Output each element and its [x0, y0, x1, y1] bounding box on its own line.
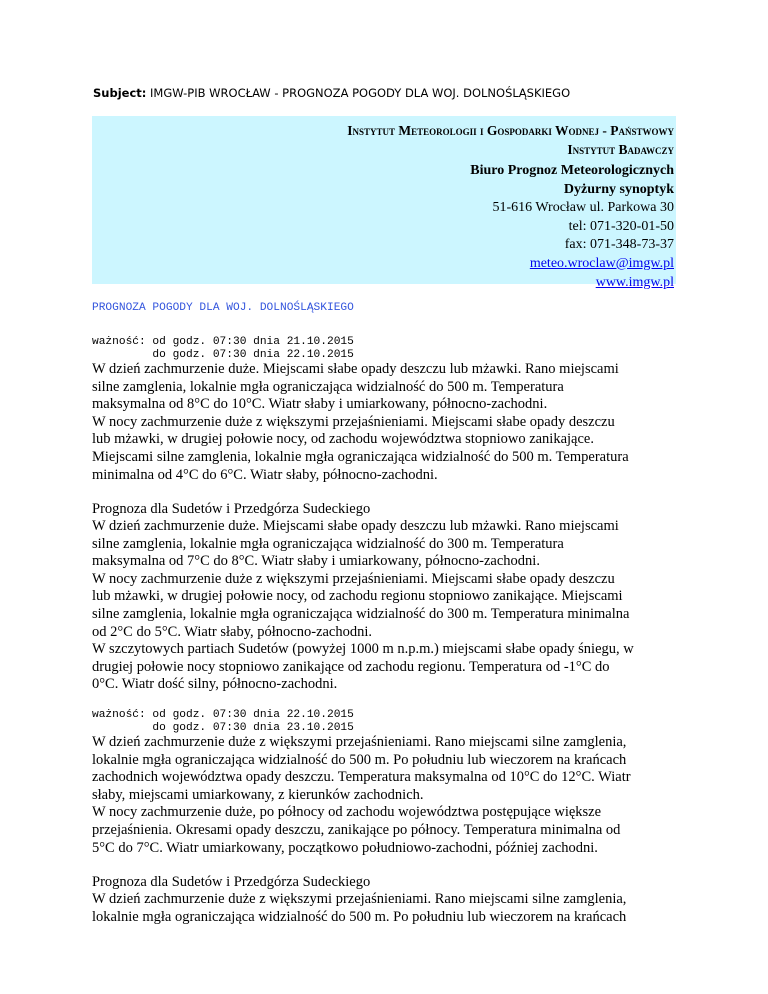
- validity-period-2-from: ważność: od godz. 07:30 dnia 22.10.2015: [92, 709, 354, 721]
- email-subject: [93, 86, 570, 100]
- validity-period-1-to: do godz. 07:30 dnia 22.10.2015: [92, 349, 354, 361]
- forecast-sudety-period-2: W dzień zachmurzenie duże z większymi przejaśnieniami. Rano miejscami silne zamglenia, lokalnie mgła ograniczająca widzialność do 500 m. Po południu lub wieczorem na krańcach: [92, 891, 627, 925]
- institute-name-line2: Instytut Badawczy: [567, 142, 674, 157]
- sudety-heading-period-1: Prognoza dla Sudetów i Przedgórza Sudeckiego: [92, 501, 371, 517]
- duty-forecaster: Dyżurny synoptyk: [563, 181, 674, 197]
- institute-name-line1: Instytut Meteorologii i Gospodarki Wodnej - Państwowy: [347, 123, 674, 138]
- phone-number: tel: 071-320-01-50: [568, 218, 674, 234]
- validity-period-2-to: do godz. 07:30 dnia 23.10.2015: [92, 722, 354, 734]
- institute-header: [92, 116, 676, 290]
- subject-text: IMGW-PIB WROCŁAW - PROGNOZA POGODY DLA WOJ. DOLNOŚLĄSKIEGO: [150, 86, 571, 100]
- validity-period-1-from: ważność: od godz. 07:30 dnia 21.10.2015: [92, 336, 354, 348]
- forecast-title: PROGNOZA POGODY DLA WOJ. DOLNOŚLĄSKIEGO: [92, 302, 354, 314]
- contact-block: [470, 162, 674, 292]
- sudety-heading-period-2: Prognoza dla Sudetów i Przedgórza Sudeckiego: [92, 874, 371, 890]
- forecast-region-period-1: W dzień zachmurzenie duże. Miejscami słabe opady deszczu lub mżawki. Rano miejscami silne zamglenia, lokalnie mgła ograniczająca widzialność do 500 m. Temperatura maksymalna od 8°C do 10°C. Wiatr słaby i umiarkowany, północno-zachodni. W nocy zachmurzenie duże z większymi przejaśnieniami. Miejscami słabe opady deszczu lub mżawki, w drugiej połowie nocy, od zachodu województwa stopniowo zanikające. Miejscami silne zamglenia, lokalnie mgła ograniczająca widzialność do 500 m. Temperatura minimalna od 4°C do 6°C. Wiatr słaby, północno-zachodni.: [92, 361, 629, 483]
- fax-number: fax: 071-348-73-37: [564, 237, 674, 253]
- subject-label: Subject:: [93, 86, 147, 100]
- website-link[interactable]: www.imgw.pl: [595, 274, 674, 290]
- office-name: Biuro Prognoz Meteorologicznych: [470, 163, 674, 178]
- institute-name: [347, 121, 674, 159]
- address: 51-616 Wrocław ul. Parkowa 30: [492, 200, 674, 216]
- forecast-region-period-2: W dzień zachmurzenie duże z większymi przejaśnieniami. Rano miejscami silne zamglenia, lokalnie mgła ograniczająca widzialność do 500 m. Po południu lub wieczorem na krańcach zachodnich województwa opady deszczu. Temperatura maksymalna od 10°C do 12°C. Wiatr słaby, miejscami umiarkowany, z kierunków zachodnich. W nocy zachmurzenie duże, po północy od zachodu województwa postępujące większe przejaśnienia. Okresami opady deszczu, zanikające po północy. Temperatura minimalna od 5°C do 7°C. Wiatr umiarkowany, początkowo południowo-zachodni, później zachodni.: [92, 734, 631, 856]
- email-link[interactable]: meteo.wroclaw@imgw.pl: [529, 255, 674, 271]
- forecast-sudety-period-1: W dzień zachmurzenie duże. Miejscami słabe opady deszczu lub mżawki. Rano miejscami silne zamglenia, lokalnie mgła ograniczająca widzialność do 300 m. Temperatura maksymalna od 7°C do 8°C. Wiatr słaby i umiarkowany, północno-zachodni. W nocy zachmurzenie duże z większymi przejaśnieniami. Miejscami słabe opady deszczu lub mżawki, w drugiej połowie nocy, od zachodu regionu stopniowo zanikające. Miejscami silne zamglenia, lokalnie mgła ograniczająca widzialność do 300 m. Temperatura minimalna od 2°C do 5°C. Wiatr słaby, północno-zachodni. W szczytowych partiach Sudetów (powyżej 1000 m n.p.m.) miejscami słabe opady śniegu, w drugiej połowie nocy stopniowo zanikające od zachodu regionu. Temperatura od -1°C do 0°C. Wiatr dość silny, północno-zachodni.: [92, 518, 634, 693]
